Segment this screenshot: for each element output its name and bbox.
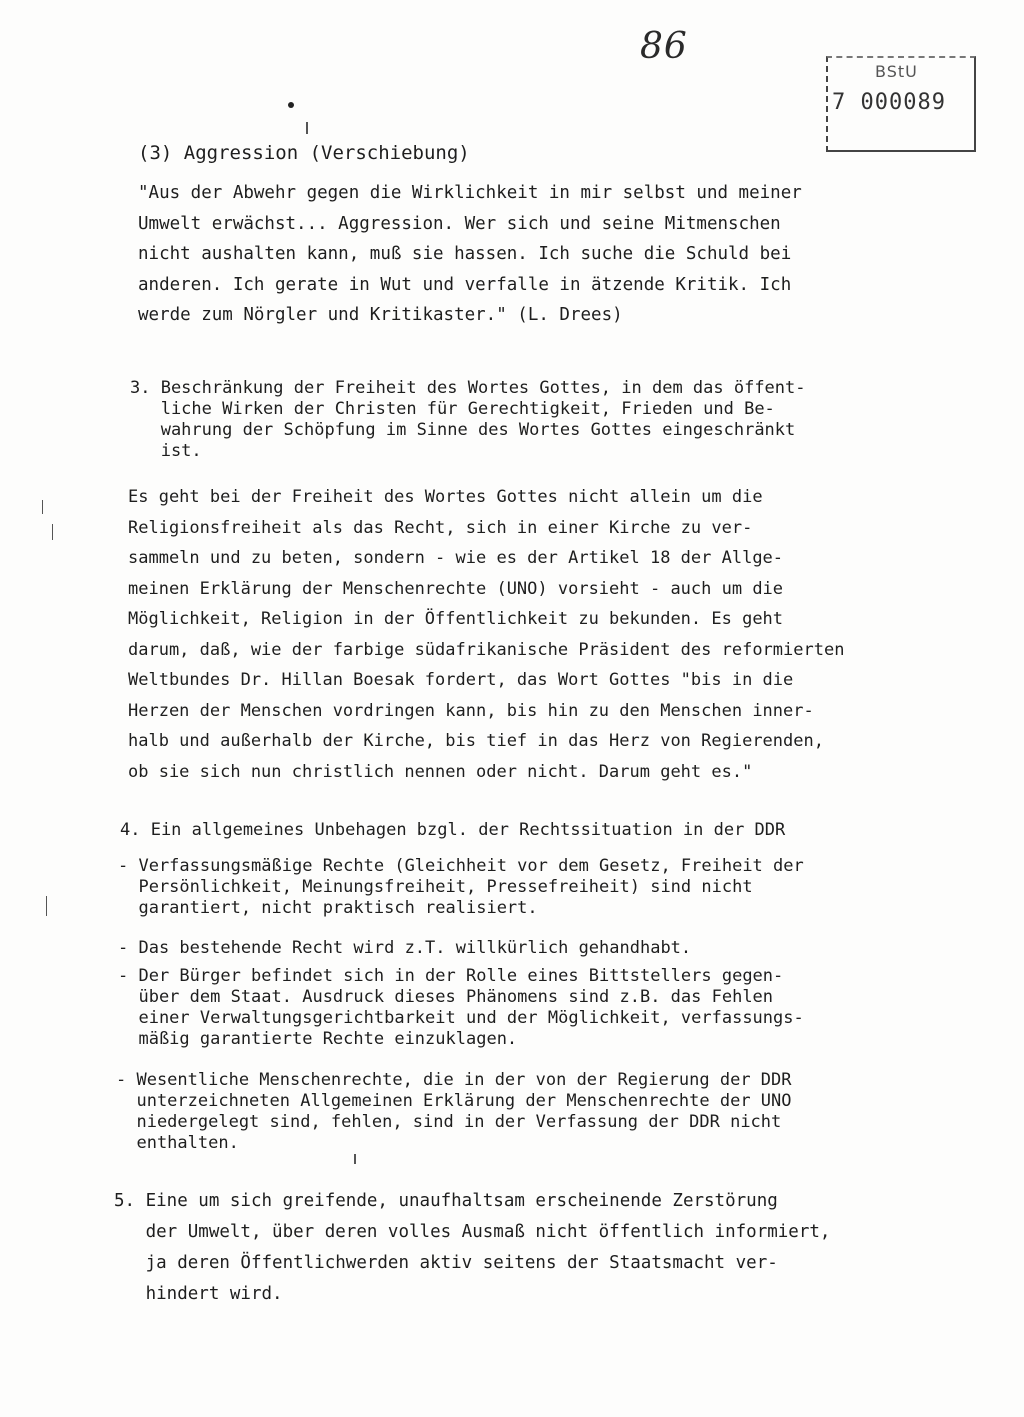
ink-dot <box>288 102 294 108</box>
quote-paragraph: "Aus der Abwehr gegen die Wirklichkeit in mir selbst und meiner Umwelt erwächst... Aggression. Wer sich und seine Mitmenschen nicht aushalten kann, muß sie hassen. Ich suche die Schuld bei anderen. Ich gerate in Wut und verfalle in ätzende Kritik. Ich werde zum Nörgler und Kritikaster." (L. Drees) <box>138 183 802 325</box>
margin-mark <box>42 500 43 514</box>
bullet-item: - Verfassungsmäßige Rechte (Gleichheit vor dem Gesetz, Freiheit der Persönlichkeit, Meinungsfreiheit, Pressefreiheit) sind nicht garantiert, nicht praktisch realisiert. <box>118 856 804 918</box>
margin-mark <box>306 122 308 134</box>
bullet-item: - Wesentliche Menschenrechte, die in der von der Regierung der DDR unterzeichneten Allgemeinen Erklärung der Menschenrechte der UNO niedergelegt sind, fehlen, sind in der Verfassung der DDR nicht enthalten. <box>116 1070 792 1153</box>
archive-stamp <box>826 56 976 152</box>
bullet-item: - Das bestehende Recht wird z.T. willkürlich gehandhabt. <box>118 938 692 958</box>
stamp-label: BStU <box>875 62 918 81</box>
handwritten-page-number: 86 <box>640 26 688 67</box>
margin-mark <box>52 524 53 540</box>
section-heading: (3) Aggression (Verschiebung) <box>138 142 470 164</box>
margin-mark <box>354 1154 356 1164</box>
margin-mark <box>46 896 47 916</box>
point-5: 5. Eine um sich greifende, unaufhaltsam erscheinende Zerstörung der Umwelt, über deren volles Ausmaß nicht öffentlich informiert, ja deren Öffentlichwerden aktiv seitens der Staatsmacht ver- hindert wird. <box>114 1191 831 1304</box>
point-3-body: Es geht bei der Freiheit des Wortes Gottes nicht allein um die Religionsfreiheit als das Recht, sich in einer Kirche zu ver- sammeln und zu beten, sondern - wie es der Artikel 18 der Allge- meinen Erklärung der Menschenrechte (UNO) vorsieht - auch um die Möglichkeit, Religion in der Öffentlichkeit zu bekunden. Es geht darum, daß, wie der farbige südafrikanische Präsident des reformierten Weltbundes Dr. Hillan Boesak fordert, das Wort Gottes "bis in die Herzen der Menschen vordringen kann, bis hin zu den Menschen inner- halb und außerhalb der Kirche, bis tief in das Herz von Regierenden, ob sie sich nun christlich nennen oder nicht. Darum geht es." <box>128 487 845 782</box>
bullet-item: - Der Bürger befindet sich in der Rolle eines Bittstellers gegen- über dem Staat. Ausdruck dieses Phänomens sind z.B. das Fehlen einer Verwaltungsgerichtbarkeit und der Möglichkeit, verfassungs- mäßig garantierte Rechte einzuklagen. <box>118 966 804 1049</box>
point-3-heading: 3. Beschränkung der Freiheit des Wortes Gottes, in dem das öffent- liche Wirken der Christen für Gerechtigkeit, Frieden und Be- wahrung der Schöpfung im Sinne des Wortes Gottes eingeschränkt ist. <box>130 378 806 461</box>
point-4-heading: 4. Ein allgemeines Unbehagen bzgl. der Rechtssituation in der DDR <box>120 820 786 840</box>
stamp-number: 7 000089 <box>832 90 946 115</box>
